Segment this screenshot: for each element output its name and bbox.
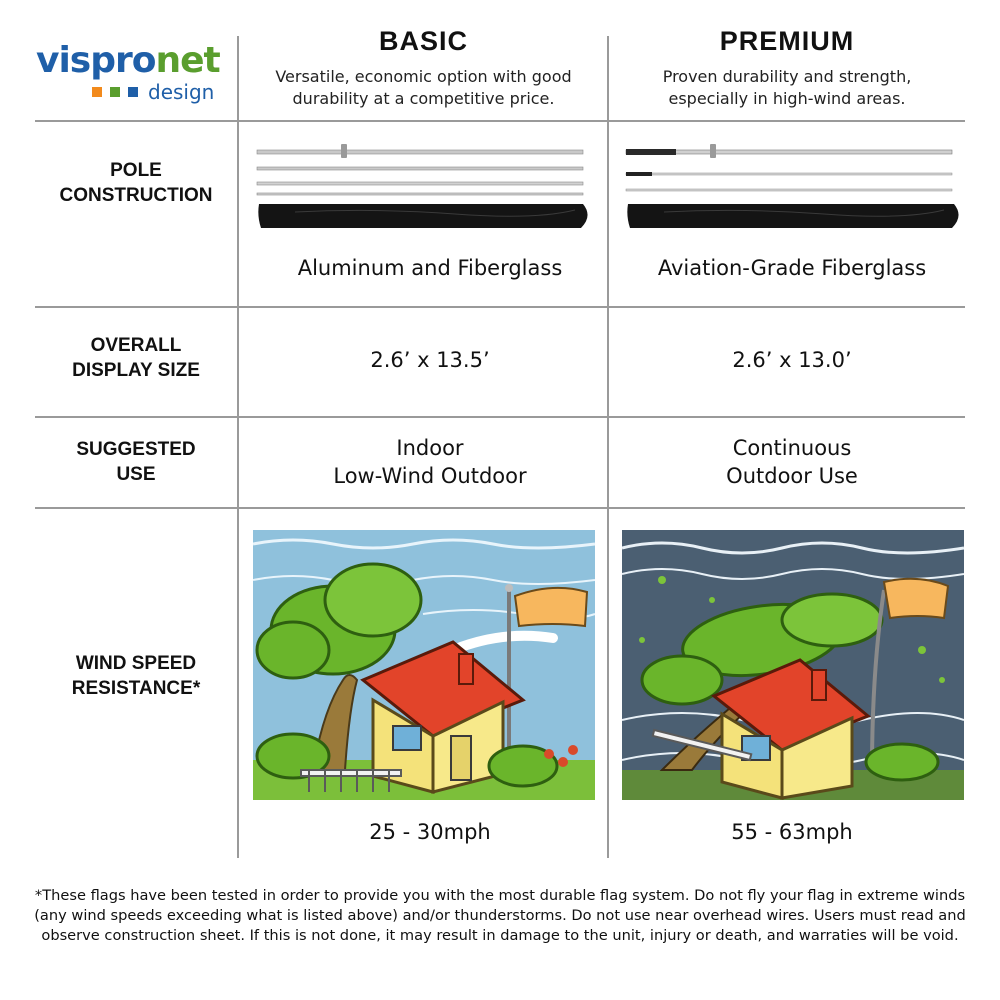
row-divider <box>35 507 965 509</box>
suggested-use-basic <box>240 434 620 490</box>
premium-pole-kit-icon <box>624 140 964 232</box>
suggested-use-line: Indoor <box>396 436 464 460</box>
row-label-line: CONSTRUCTION <box>59 185 213 206</box>
brand-logo-suffix: net <box>155 40 220 81</box>
suggested-use-premium <box>609 434 975 490</box>
suggested-use-line: Continuous <box>732 436 852 460</box>
row-label-line: WIND SPEED <box>75 653 197 674</box>
suggested-use-line: Outdoor Use <box>726 464 858 488</box>
row-label-suggested-use <box>35 437 237 487</box>
display-size-basic: 2.6’ x 13.5’ <box>370 348 490 372</box>
pole-construction-basic: Aluminum and Fiberglass <box>297 256 563 280</box>
basic-pole-kit-icon <box>255 140 595 232</box>
row-divider <box>35 306 965 308</box>
column-desc-basic <box>240 66 607 110</box>
footnote-line: *These flags have been tested in order to provide you with the most durable flag system. Do not fly your flag in extreme winds <box>34 887 966 904</box>
row-label-line: OVERALL <box>90 335 182 356</box>
brand-logo-design: design <box>148 80 215 104</box>
display-size-premium: 2.6’ x 13.0’ <box>732 348 852 372</box>
row-label-pole-construction <box>35 158 237 208</box>
footnote-line: observe construction sheet. If this is not done, it may result in damage to the unit, injury or death, and warraties will be void. <box>41 927 959 944</box>
column-title-basic: BASIC <box>378 26 468 56</box>
pole-construction-premium: Aviation-Grade Fiberglass <box>657 256 927 280</box>
house-high-wind-illustration <box>622 530 964 800</box>
column-desc-premium <box>609 66 965 110</box>
row-label-line: USE <box>116 464 156 485</box>
suggested-use-line: Low-Wind Outdoor <box>333 464 527 488</box>
house-light-wind-illustration <box>253 530 595 800</box>
column-divider-left <box>237 36 239 858</box>
brand-logo <box>36 40 220 81</box>
logo-square-blue <box>128 87 138 97</box>
row-label-line: DISPLAY SIZE <box>72 360 200 381</box>
row-divider <box>35 120 965 122</box>
column-title-premium: PREMIUM <box>719 26 855 56</box>
row-label-line: SUGGESTED <box>76 439 196 460</box>
desc-line: Proven durability and strength, <box>662 67 912 86</box>
row-label-wind-speed <box>35 651 237 701</box>
wind-speed-premium: 55 - 63mph <box>731 820 853 844</box>
logo-square-green <box>110 87 120 97</box>
brand-logo-prefix: vispro <box>36 40 156 81</box>
row-label-line: POLE <box>110 160 162 181</box>
disclaimer-footnote <box>26 886 974 946</box>
brand-logo-sub <box>92 80 214 104</box>
row-divider <box>35 416 965 418</box>
desc-line: durability at a competitive price. <box>292 89 555 108</box>
logo-square-orange <box>92 87 102 97</box>
desc-line: Versatile, economic option with good <box>275 67 572 86</box>
row-label-line: RESISTANCE* <box>71 678 201 699</box>
wind-speed-basic: 25 - 30mph <box>369 820 491 844</box>
desc-line: especially in high-wind areas. <box>668 89 906 108</box>
row-label-display-size <box>35 333 237 383</box>
footnote-line: (any wind speeds exceeding what is listed above) and/or thunderstorms. Do not use near overhead wires. Users must read and <box>34 907 966 924</box>
